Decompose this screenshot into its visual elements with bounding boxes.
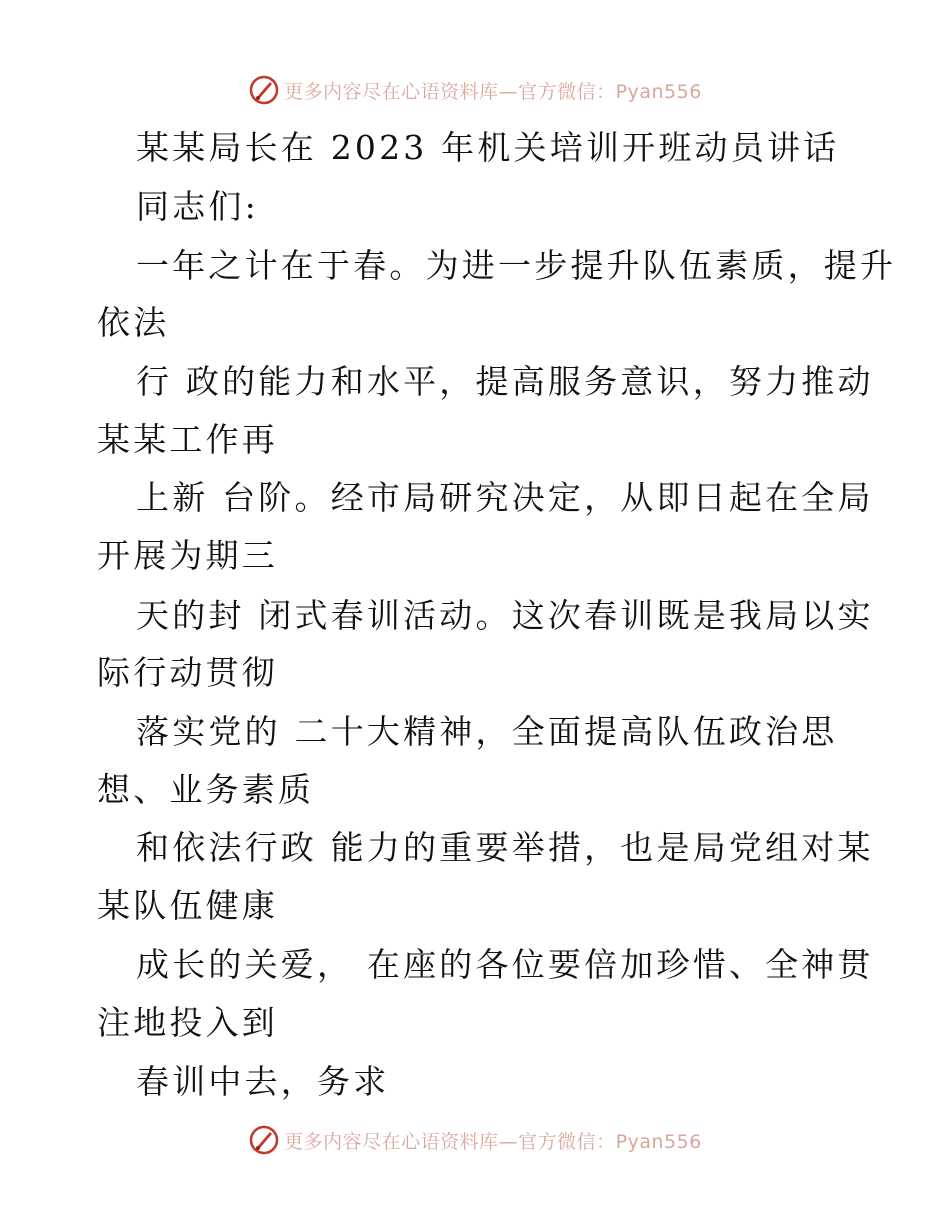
body-line: 行 政的能力和水平，提高服务意识，努力推动 bbox=[136, 362, 874, 401]
watermark-text: 更多内容尽在心语资料库—官方微信：Pyan556 bbox=[284, 80, 702, 103]
body-line: 和依法行政 能力的重要举措，也是局党组对某 bbox=[136, 828, 874, 867]
body-line: 某某工作再 bbox=[97, 420, 278, 459]
body-line: 依法 bbox=[97, 303, 170, 342]
header-watermark bbox=[0, 70, 950, 110]
body-line: 成长的关爱， 在座的各位要倍加珍惜、全神贯 bbox=[136, 945, 874, 984]
body-line: 春训中去，务求 bbox=[136, 1062, 390, 1101]
body-line: 际行动贯彻 bbox=[97, 653, 278, 692]
quill-pen-logo-icon bbox=[248, 74, 280, 106]
body-line: 落实党的 二十大精神，全面提高队伍政治思 bbox=[136, 712, 838, 751]
footer-watermark bbox=[0, 1120, 950, 1160]
body-line: 想、业务素质 bbox=[97, 770, 315, 809]
body-line: 某队伍健康 bbox=[97, 886, 278, 925]
body-line: 开展为期三 bbox=[97, 536, 278, 575]
body-line: 注地投入到 bbox=[97, 1003, 278, 1042]
body-line: 一年之计在于春。为进一步提升队伍素质，提升 bbox=[136, 246, 897, 285]
body-line: 上新 台阶。经市局研究决定，从即日起在全局 bbox=[136, 478, 874, 517]
document-title: 某某局长在 2023 年机关培训开班动员讲话 bbox=[136, 128, 840, 167]
salutation: 同志们: bbox=[136, 187, 259, 226]
watermark-text: 更多内容尽在心语资料库—官方微信：Pyan556 bbox=[284, 1130, 702, 1153]
quill-pen-logo-icon bbox=[248, 1124, 280, 1156]
body-line: 天的封 闭式春训活动。这次春训既是我局以实 bbox=[136, 596, 874, 635]
